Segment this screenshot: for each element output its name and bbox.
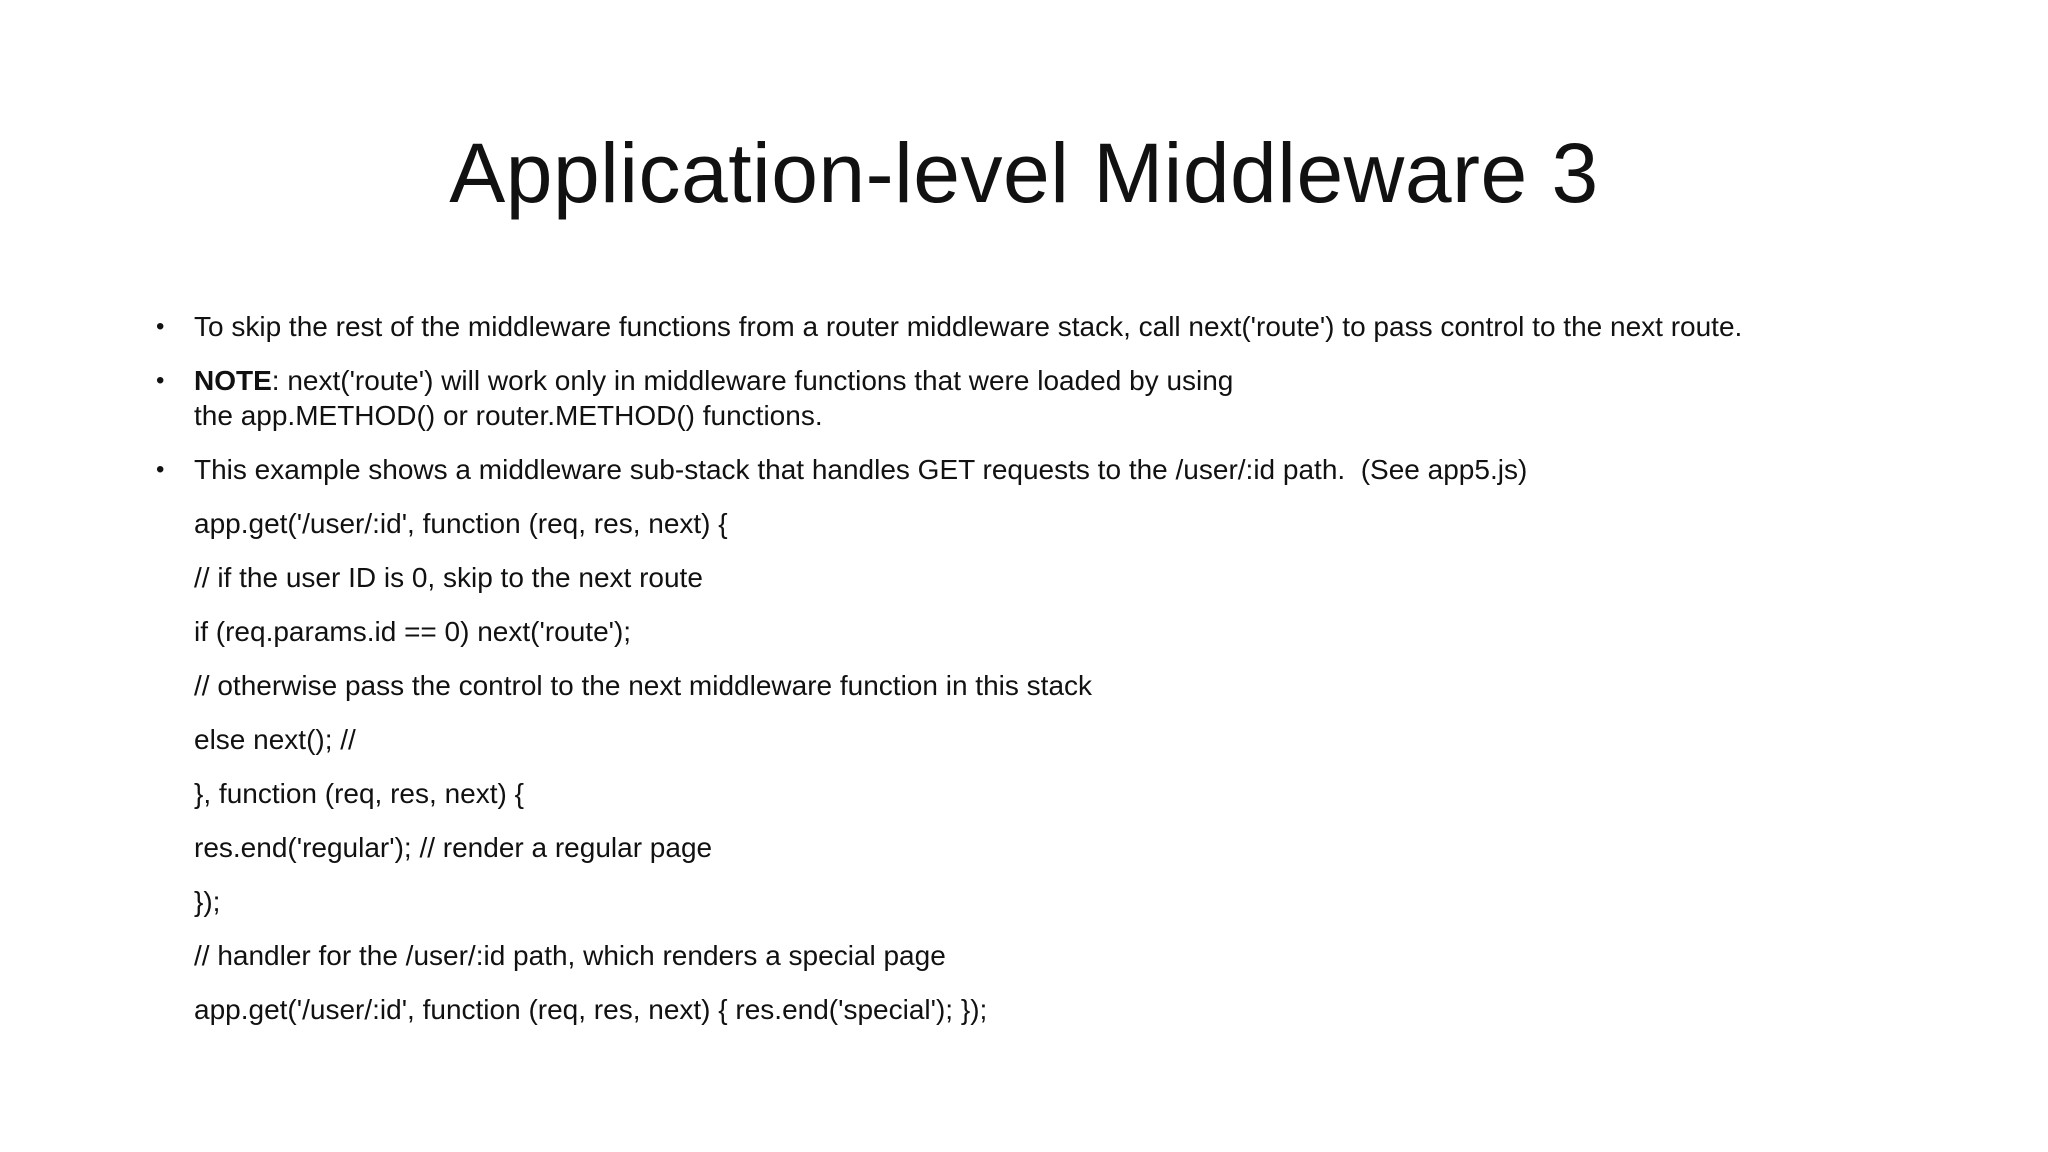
code-line: if (req.params.id == 0) next('route'); [194,616,632,647]
note-label: NOTE [194,365,272,396]
code-line: }, function (req, res, next) { [194,778,524,809]
slide-title: Application-level Middleware 3 [449,126,1599,220]
bullet-text: This example shows a middleware sub-stack that handles GET requests to the /user/:id path. (See app5.js) [194,454,1528,485]
bullet-dot-icon: • [156,313,165,340]
code-line: // otherwise pass the control to the next middleware function in this stack [194,670,1093,701]
bullet-dot-icon: • [156,456,165,483]
note-text-line1: : next('route') will work only in middleware functions that were loaded by using [271,365,1234,396]
bullet-text [194,363,1956,398]
code-line: }); [194,886,221,917]
note-text-line2: the app.METHOD() or router.METHOD() functions. [194,400,823,431]
slide-content [156,309,1956,1027]
bullet-item [156,309,1956,344]
code-line: res.end('regular'); // render a regular page [194,832,713,863]
bullet-dot-icon: • [156,367,165,394]
code-line: app.get('/user/:id', function (req, res, next) { res.end('special'); }); [194,994,988,1025]
bullet-text: To skip the rest of the middleware functions from a router middleware stack, call next('route') to pass control to the next route. [194,311,1743,342]
bullet-item [156,452,1956,487]
code-line: else next(); // [194,724,356,755]
code-line: // if the user ID is 0, skip to the next route [194,562,703,593]
code-line: // handler for the /user/:id path, which renders a special page [194,940,946,971]
bullet-item [156,363,1956,433]
code-line: app.get('/user/:id', function (req, res, next) { [194,508,728,539]
